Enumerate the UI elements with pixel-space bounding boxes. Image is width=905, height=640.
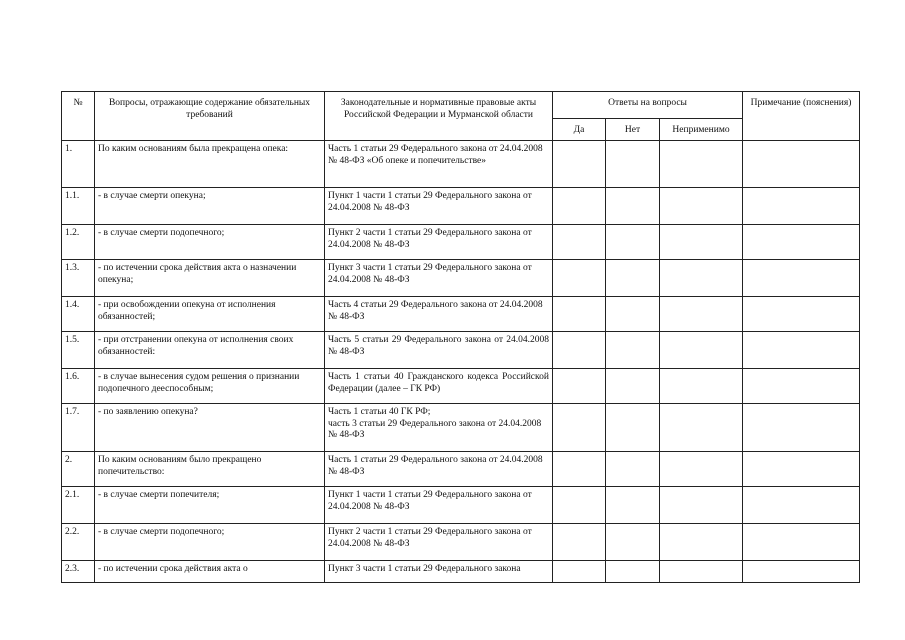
row-number: 1.5.	[62, 332, 95, 369]
row-number: 2.	[62, 452, 95, 487]
table-row	[62, 524, 860, 561]
row-law: Пункт 2 части 1 статьи 29 Федерального закона от 24.04.2008 № 48-ФЗ	[325, 225, 553, 260]
row-question: - в случае вынесения судом решения о признании подопечного дееспособным;	[95, 369, 325, 404]
note-cell[interactable]	[743, 260, 860, 297]
row-question: - по истечении срока действия акта о назначении опекуна;	[95, 260, 325, 297]
header-answers: Ответы на вопросы	[553, 92, 743, 119]
table-row	[62, 369, 860, 404]
table-row	[62, 260, 860, 297]
answer-yes-cell[interactable]	[553, 561, 606, 583]
note-cell[interactable]	[743, 188, 860, 225]
table-row	[62, 141, 860, 188]
header-note: Примечание (пояснения)	[743, 92, 860, 141]
answer-no-cell[interactable]	[606, 524, 660, 561]
answer-no-cell[interactable]	[606, 452, 660, 487]
row-law: Пункт 1 части 1 статьи 29 Федерального закона от 24.04.2008 № 48-ФЗ	[325, 487, 553, 524]
answer-no-cell[interactable]	[606, 369, 660, 404]
row-law: Пункт 1 части 1 статьи 29 Федерального закона от 24.04.2008 № 48-ФЗ	[325, 188, 553, 225]
note-cell[interactable]	[743, 524, 860, 561]
row-question: - в случае смерти попечителя;	[95, 487, 325, 524]
answer-no-cell[interactable]	[606, 297, 660, 332]
row-law: Часть 4 статьи 29 Федерального закона от 24.04.2008 № 48-ФЗ	[325, 297, 553, 332]
row-law-multi	[325, 404, 553, 452]
answer-na-cell[interactable]	[660, 141, 743, 188]
answer-na-cell[interactable]	[660, 297, 743, 332]
answer-na-cell[interactable]	[660, 369, 743, 404]
answer-yes-cell[interactable]	[553, 452, 606, 487]
answer-yes-cell[interactable]	[553, 141, 606, 188]
table-row	[62, 188, 860, 225]
row-law: Пункт 3 части 1 статьи 29 Федерального закона	[325, 561, 553, 583]
note-cell[interactable]	[743, 487, 860, 524]
answer-yes-cell[interactable]	[553, 404, 606, 452]
note-cell[interactable]	[743, 297, 860, 332]
row-law: Часть 1 статьи 29 Федерального закона от 24.04.2008 № 48-ФЗ «Об опеке и попечительстве»	[325, 141, 553, 188]
answer-yes-cell[interactable]	[553, 487, 606, 524]
row-number: 2.1.	[62, 487, 95, 524]
answer-no-cell[interactable]	[606, 141, 660, 188]
answer-na-cell[interactable]	[660, 332, 743, 369]
row-question: - в случае смерти опекуна;	[95, 188, 325, 225]
answer-yes-cell[interactable]	[553, 332, 606, 369]
row-question: По каким основаниям было прекращено попечительство:	[95, 452, 325, 487]
row-law: Часть 5 статьи 29 Федерального закона от 24.04.2008 № 48-ФЗ	[325, 332, 553, 369]
answer-no-cell[interactable]	[606, 332, 660, 369]
row-number: 2.3.	[62, 561, 95, 583]
table-row	[62, 487, 860, 524]
answer-yes-cell[interactable]	[553, 369, 606, 404]
header-na: Неприменимо	[660, 119, 743, 141]
answer-no-cell[interactable]	[606, 188, 660, 225]
row-law-line-2: часть 3 статьи 29 Федерального закона от 24.04.2008 № 48-ФЗ	[328, 418, 542, 440]
row-law-line-1: Часть 1 статьи 40 ГК РФ;	[328, 407, 431, 417]
table-row	[62, 452, 860, 487]
answer-yes-cell[interactable]	[553, 260, 606, 297]
header-row-top	[62, 92, 860, 119]
table-row	[62, 225, 860, 260]
answer-na-cell[interactable]	[660, 524, 743, 561]
answer-na-cell[interactable]	[660, 188, 743, 225]
answer-na-cell[interactable]	[660, 561, 743, 583]
answer-no-cell[interactable]	[606, 404, 660, 452]
row-number: 1.1.	[62, 188, 95, 225]
row-number: 1.6.	[62, 369, 95, 404]
row-question: - при освобождении опекуна от исполнения обязанностей;	[95, 297, 325, 332]
note-cell[interactable]	[743, 369, 860, 404]
table-row	[62, 404, 860, 452]
header-no: Нет	[606, 119, 660, 141]
answer-yes-cell[interactable]	[553, 297, 606, 332]
header-law: Законодательные и нормативные правовые акты Российской Федерации и Мурманской области	[325, 92, 553, 141]
table-row	[62, 297, 860, 332]
row-number: 2.2.	[62, 524, 95, 561]
note-cell[interactable]	[743, 561, 860, 583]
answer-no-cell[interactable]	[606, 487, 660, 524]
header-question: Вопросы, отражающие содержание обязательных требований	[95, 92, 325, 141]
answer-no-cell[interactable]	[606, 561, 660, 583]
row-law: Часть 1 статьи 29 Федерального закона от 24.04.2008 № 48-ФЗ	[325, 452, 553, 487]
note-cell[interactable]	[743, 404, 860, 452]
answer-na-cell[interactable]	[660, 404, 743, 452]
row-number: 1.	[62, 141, 95, 188]
row-law: Часть 1 статьи 40 Гражданского кодекса Российской Федерации (далее – ГК РФ)	[325, 369, 553, 404]
header-yes: Да	[553, 119, 606, 141]
requirements-checklist-table	[61, 91, 860, 583]
answer-na-cell[interactable]	[660, 487, 743, 524]
row-law: Пункт 2 части 1 статьи 29 Федерального закона от 24.04.2008 № 48-ФЗ	[325, 524, 553, 561]
answer-no-cell[interactable]	[606, 260, 660, 297]
note-cell[interactable]	[743, 452, 860, 487]
answer-na-cell[interactable]	[660, 225, 743, 260]
answer-na-cell[interactable]	[660, 452, 743, 487]
note-cell[interactable]	[743, 332, 860, 369]
note-cell[interactable]	[743, 141, 860, 188]
row-question: По каким основаниям была прекращена опека:	[95, 141, 325, 188]
row-number: 1.2.	[62, 225, 95, 260]
table-row	[62, 561, 860, 583]
row-question: - при отстранении опекуна от исполнения своих обязанностей:	[95, 332, 325, 369]
row-number: 1.3.	[62, 260, 95, 297]
row-question: - по заявлению опекуна?	[95, 404, 325, 452]
answer-yes-cell[interactable]	[553, 225, 606, 260]
row-question: - в случае смерти подопечного;	[95, 524, 325, 561]
row-question: - по истечении срока действия акта о	[95, 561, 325, 583]
answer-no-cell[interactable]	[606, 225, 660, 260]
answer-yes-cell[interactable]	[553, 188, 606, 225]
row-question: - в случае смерти подопечного;	[95, 225, 325, 260]
row-number: 1.7.	[62, 404, 95, 452]
answer-yes-cell[interactable]	[553, 524, 606, 561]
note-cell[interactable]	[743, 225, 860, 260]
answer-na-cell[interactable]	[660, 260, 743, 297]
table-row	[62, 332, 860, 369]
row-number: 1.4.	[62, 297, 95, 332]
header-num: №	[62, 92, 95, 141]
row-law: Пункт 3 части 1 статьи 29 Федерального закона от 24.04.2008 № 48-ФЗ	[325, 260, 553, 297]
